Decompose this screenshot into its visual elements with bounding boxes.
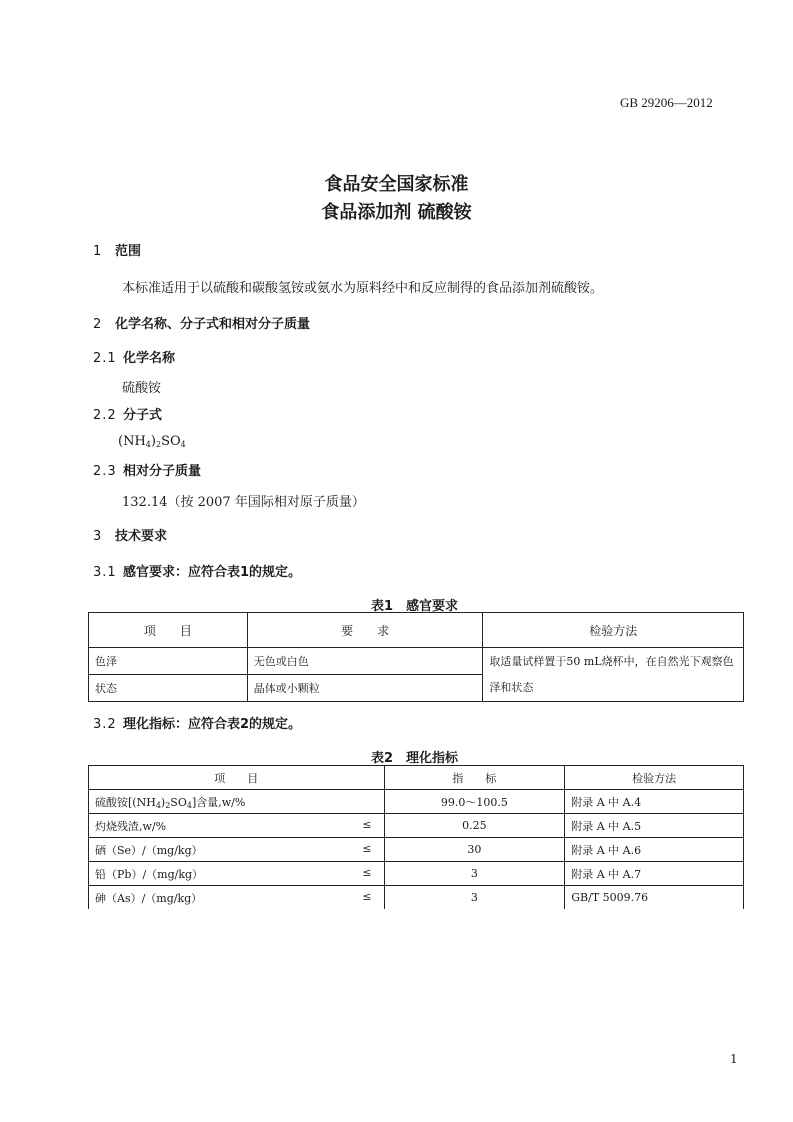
value-cell: 3 (384, 862, 565, 886)
table-2-caption: 表2 理化指标 (370, 751, 459, 766)
document-title: 食品安全国家标准 (324, 174, 469, 195)
table-header-row (89, 766, 744, 790)
section-3-1-heading (93, 561, 301, 580)
section-1-heading (93, 240, 141, 259)
sensory-requirements-table (88, 612, 744, 702)
method-cell: 附录 A 中 A.5 (565, 814, 744, 838)
section-title: 感官要求：应符合表1的规定。 (123, 565, 302, 580)
method-cell: 附录 A 中 A.4 (565, 790, 744, 814)
item-cell: 砷（As）/（mg/kg） ≤ (89, 886, 385, 910)
header-method: 检验方法 (483, 613, 744, 648)
item-cell: 灼烧残渣,w/% ≤ (89, 814, 385, 838)
standard-number: GB 29206—2012 (620, 95, 713, 110)
section-title: 范围 (115, 244, 142, 259)
section-number: 3.1 (93, 565, 117, 580)
molecular-mass: 132.14（按 2007 年国际相对原子质量） (122, 495, 365, 510)
header-method: 检验方法 (565, 766, 744, 790)
section-number: 1 (93, 244, 103, 259)
physicochemical-indicators-table (88, 765, 744, 909)
section-title: 相对分子质量 (123, 464, 202, 479)
section-2-1-heading (93, 347, 175, 366)
page-number: 1 (730, 1052, 738, 1066)
item-cell: 状态 (89, 675, 248, 702)
molecular-formula: $(NH_4)_2SO_4$ (118, 434, 186, 449)
section-number: 3.2 (93, 717, 117, 732)
requirement-cell: 无色或白色 (247, 648, 483, 675)
item-cell: 硒（Se）/（mg/kg） ≤ (89, 838, 385, 862)
less-equal-symbol: ≤ (362, 889, 372, 903)
section-title: 化学名称、分子式和相对分子质量 (115, 317, 311, 332)
section-2-2-heading (93, 404, 162, 423)
table-header-row (89, 613, 744, 648)
item-cell: 色泽 (89, 648, 248, 675)
section-number: 2.1 (93, 351, 117, 366)
item-cell: 铅（Pb）/（mg/kg） ≤ (89, 862, 385, 886)
table-row (89, 648, 744, 675)
header-indicator: 指 标 (384, 766, 565, 790)
less-equal-symbol: ≤ (362, 865, 372, 879)
section-2-heading (93, 313, 310, 332)
table-row (89, 790, 744, 814)
section-title: 化学名称 (123, 351, 176, 366)
section-number: 2.3 (93, 464, 117, 479)
section-title: 分子式 (123, 408, 163, 423)
item-cell: 硫酸铵$[(NH_4)_2SO_4]$含量,w/% (89, 790, 385, 814)
header-requirement: 要 求 (247, 613, 483, 648)
value-cell: 99.0～100.5 (384, 790, 565, 814)
document-subtitle: 食品添加剂 硫酸铵 (321, 202, 472, 223)
requirement-cell: 晶体或小颗粒 (247, 675, 483, 702)
table-row (89, 862, 744, 886)
section-number: 2.2 (93, 408, 117, 423)
method-cell: 附录 A 中 A.6 (565, 838, 744, 862)
method-cell: 附录 A 中 A.7 (565, 862, 744, 886)
section-title: 理化指标：应符合表2的规定。 (123, 717, 302, 732)
table-row (89, 838, 744, 862)
value-cell: 3 (384, 886, 565, 910)
less-equal-symbol: ≤ (362, 817, 372, 831)
value-cell: 0.25 (384, 814, 565, 838)
table-1-caption: 表1 感官要求 (370, 599, 459, 614)
table-row (89, 814, 744, 838)
header-item: 项 目 (89, 766, 385, 790)
section-2-3-heading (93, 460, 201, 479)
method-cell: GB/T 5009.76 (565, 886, 744, 910)
section-3-heading (93, 525, 167, 544)
section-3-2-heading (93, 713, 301, 732)
chemical-name: 硫酸铵 (122, 381, 162, 396)
section-number: 2 (93, 317, 103, 332)
method-cell: 取适量试样置于50 mL烧杯中，在自然光下观察色泽和状态 (483, 648, 744, 702)
section-number: 3 (93, 529, 103, 544)
section-title: 技术要求 (115, 529, 168, 544)
scope-paragraph: 本标准适用于以硫酸和碳酸氢铵或氨水为原料经中和反应制得的食品添加剂硫酸铵。 (122, 281, 604, 296)
header-item: 项 目 (89, 613, 248, 648)
less-equal-symbol: ≤ (362, 841, 372, 855)
table-row (89, 886, 744, 910)
value-cell: 30 (384, 838, 565, 862)
